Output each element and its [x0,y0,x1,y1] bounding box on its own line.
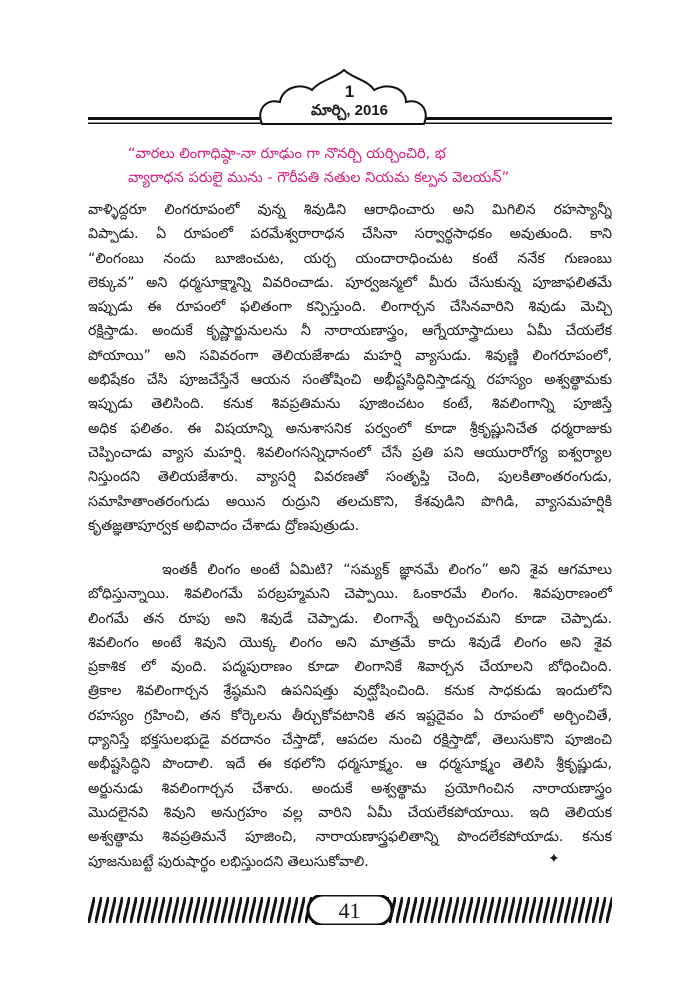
text-line: శివలింగం అంటే శివుని యొక్క లింగం అని మాత్రమే కాదు శివుడే లింగం అని శైవ [88,634,612,651]
text-line: అర్జునుడు శివలింగార్చన చేశారు. అందుకే అశ్వత్థామ ప్రయోగించిన నారాయణాస్త్రం [88,780,612,797]
text-line: ధ్యానిస్తే భక్తసులభుడై వరదానం చేస్తాడో, ఆపదల నుంచి రక్షిస్తాడో, తెలుసుకొని పూజించి [88,732,612,749]
end-mark-icon: ✦ [548,851,560,867]
page-number: 41 [338,898,361,923]
text-line: చెప్పించాడు వ్యాస మహర్షి. శివలింగసన్నిధానంలో చేసే ప్రతి పని ఆయురారోగ్య ఐశ్వర్యాల [88,444,612,461]
verse-line: వ్యారాధన పరులై మును - గౌరీపతి నతుల నియమ కల్పన వెలయన్” [128,170,510,186]
text-line: “లింగంబు నందు బూజించుట, యర్చ యందారాధించుట కంటే ననేక గుణంబు [88,250,612,267]
verse-quote [128,142,598,190]
text-line: ఇంతకీ లింగం అంటే ఏమిటి? “సమ్యక్ జ్ఞానమే లింగం” అని శైవ ఆగమాలు [162,562,612,578]
text-line: మొదలైనవి శివుని అనుగ్రహం వల్ల వారిని ఏమీ చేయలేకపోయాయి. ఇది తెలియక [88,804,612,821]
paragraph-2 [88,558,612,874]
text-line: రహస్యం గ్రహించి, తన కోర్కెలను తీర్చుకోవటానికి తన ఇష్టదైవం ఏ రూపంలో అర్చించితే, [88,707,612,724]
text-line: లెక్కువ” అని ధర్మసూక్ష్మాన్ని వివరించాడు. పూర్వజన్మలో మీరు చేసుకున్న పూజాఫలితమే [88,274,612,291]
text-line: పూజనుబట్టే పురుషార్థం లభిస్తుందని తెలుసుకోవాలి. [88,853,369,870]
text-line: ఇప్పుడు ఈ రూపంలో ఫలితంగా కన్పిస్తుంది. లింగార్చన చేసినవారిని శివుడు మెచ్చి [88,299,612,316]
text-line: నిస్తుందని తెలియజేశారు. వ్యాసర్షి వివరణతో సంతృప్తి చెంది, పులకితాంతరంగుడు, [88,469,612,486]
text-line: అభిషేకం చేసి పూజచేస్తేనే ఆయన సంతోషించి అభీష్టసిద్ధినిస్తాడన్న రహస్యం అశ్వత్థామకు [88,372,612,389]
text-line: విప్పాడు. ఏ రూపంలో పరమేశ్వరారాధన చేసినా సర్వార్థసాధకం అవుతుంది. కాని [88,226,612,243]
header-day: 1 [344,82,355,101]
text-line: త్రికాల శివలింగార్చన శ్రేష్ఠమని ఉపనిషత్తు వుద్ఘోషించింది. కనుక సాధకుడు ఇందులోని [88,683,612,700]
text-line: ఇప్పుడు తెలిసింది. కనుక శివప్రతిమను పూజించటం కంటే, శివలింగాన్ని పూజిస్తే [88,396,612,413]
text-line: బోధిస్తున్నాయి. శివలింగమే పరబ్రహ్మమని చెప్పాయి. ఓంకారమే లింగం. శివపురాణంలో [88,586,612,603]
text-line: ప్రకాశిక లో వుంది. పద్మపురాణం కూడా లింగానికే శివార్చన చేయాలని బోధించింది. [88,659,612,676]
text-line: అధిక ఫలితం. ఈ విషయాన్ని అనుశాసనిక పర్వంలో కూడా శ్రీకృష్ణునిచేత ధర్మరాజుకు [88,420,612,437]
text-line: లింగమే తన రూపు అని శివుడే చెప్పాడు. లింగాన్నే అర్చించమని కూడా చెప్పాడు. [88,610,612,627]
text-line: అభీష్టసిద్ధిని పొందాలి. ఇదే ఈ కథలోని ధర్మసూక్ష్మం. ఆ ధర్మసూక్ష్మం తెలిసి శ్రీకృష్ణుడు, [88,756,612,773]
text-line: వాళ్ళిద్దరూ లింగరూపంలో వున్న శివుడిని ఆరాధించారు అని మిగిలిన రహస్యాన్నీ [88,202,612,218]
header-date: మార్చి, 2016 [310,102,389,119]
paragraph-1 [88,198,612,538]
text-line: సమాహితాంతరంగుడు అయిన రుద్రుని తలచుకొని, కేశవుడిని పొగిడి, వ్యాసమహర్షికి [88,493,612,510]
text-line: పోయాయి” అని సవివరంగా తెలియజేశాడు మహర్షి వ్యాసుడు. శివుణ్ణి లింగరూపంలో, [88,347,612,364]
text-line: అశ్వత్థామ శివప్రతిమనే పూజించి, నారాయణాస్త్రఫలితాన్ని పొందలేకపోయాడు. కనుక [88,829,612,846]
text-line: రక్షిస్తాడు. అందుకే కృష్ణార్జునులను నీ నారాయణాస్త్రం, ఆగ్నేయాస్త్రాదులు ఏమీ చేయలేక [88,323,612,340]
text-line: కృతజ్ఞతాపూర్వక అభివాదం చేశాడు ద్రోణపుత్రుడు. [88,517,360,534]
date-header [0,0,699,130]
verse-line: “వారలు లింగాధిష్ఠా-నా రూఢుం గా నొనర్చి యర్చించిరి, భ [128,146,446,162]
